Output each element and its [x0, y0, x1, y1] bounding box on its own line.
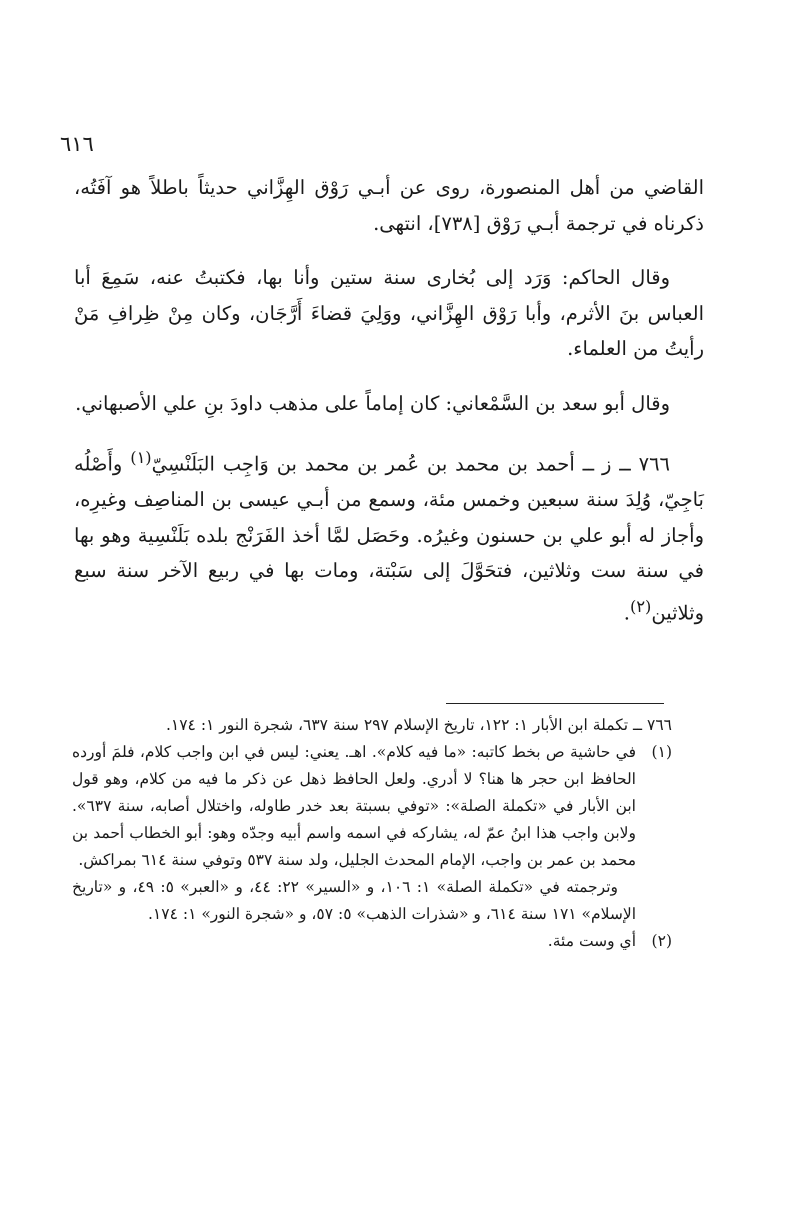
- main-text: [74, 170, 704, 631]
- page-number: ٦١٦: [60, 132, 94, 156]
- paragraph-hakim: وقال الحاكم: وَرَد إلى بُخارى سنة ستين وأنا بها، فكتبتُ عنه، سَمِعَ أبا العباس بنَ الأثرم، وأبا رَوْق الهِزَّاني، ووَلِيَ قضاءَ أَرَّجَان، وكان مِنْ ظِرافِ مَنْ رأيتُ من العلماء.: [74, 266, 704, 360]
- footnote-2-text: أي وست مئة.: [547, 932, 636, 950]
- footnote-1-text: في حاشية ص بخط كاتبه: «ما فيه كلام». اهـ. يعني: ليس في ابن واجب كلام، فلمَ أورده الحافظ ابن حجر ها هنا؟ لا أدري. ولعل الحافظ ذهل عن ذكر ما فيه من كلام، وهو قول ابن الأبار في «تكملة الصلة»: «توفي بسبتة بعد خدر طاوله، واختلال أصابه، سنة ٦٣٧». ولابن واجب هذا ابنُ عمّ له، يشاركه في اسمه واسم أبيه وجدّه وهو: أبو الخطاب أحمد بن محمد بن عمر بن واجب، الإمام المحدث الجليل، ولد سنة ٥٣٧ وتوفي سنة ٦١٤ بمراكش.: [72, 743, 636, 869]
- footnote-ref-1: (١): [130, 448, 152, 467]
- footnote-2-mark: (٢): [651, 932, 672, 950]
- footnote-2: [72, 928, 672, 955]
- footnote-divider: [446, 703, 664, 704]
- footnote-1-mark: (١): [651, 743, 672, 761]
- paragraph-continuation: القاضي من أهل المنصورة، روى عن أبـي رَوْق الهِزَّاني حديثاً باطلاً هو آفَتُه، ذكرناه في ترجمة أبـي رَوْق [٧٣٨]، انتهى.: [74, 176, 704, 235]
- footnote-1-references: وترجمته في «تكملة الصلة» ١: ١٠٦، و «السير» ٢٢: ٤٤، و «العبر» ٥: ٤٩، و «تاريخ الإسلام» ١٧١ سنة ٦١٤، و «شذرات الذهب» ٥: ٥٧، و «شجرة النور» ١: ١٧٤.: [72, 878, 636, 923]
- entry-end: .: [623, 601, 630, 624]
- entry-heading: ٧٦٦ ــ ز ــ أحمد بن محمد بن عُمر بن محمد بن وَاجِب البَلَنْسِيّ: [151, 452, 671, 476]
- footnote-sources: ٧٦٦ ــ تكملة ابن الأبار ١: ١٢٢، تاريخ الإسلام ٢٩٧ سنة ٦٣٧، شجرة النور ١: ١٧٤.: [165, 716, 672, 734]
- footnote-1: [72, 739, 672, 874]
- paragraph-samani: وقال أبو سعد بن السَّمْعاني: كان إماماً على مذهب داودَ بنِ علي الأصبهاني.: [75, 391, 670, 415]
- footnote-1-continuation: [72, 874, 672, 928]
- footnotes: [72, 712, 672, 955]
- footnote-ref-2: (٢): [629, 596, 652, 616]
- entry-body: وأَصْلُه بَاجِيّ، وُلِدَ سنة سبعين وخمس مئة، وسمع من أبـي عيسى بن المناصِف وغيرِه، وأجاز له أبو علي بن حسنون وغيرُه. وحَصَل لمَّا أخذ الفَرَنْج بلده بَلَنْسِية وهو بها في سنة ست وثلاثين، فتحَوَّلَ إلى سَبْتة، ومات بها في ربيع الآخر سنة سبع وثلاثين: [74, 452, 704, 624]
- biography-entry: [74, 440, 704, 631]
